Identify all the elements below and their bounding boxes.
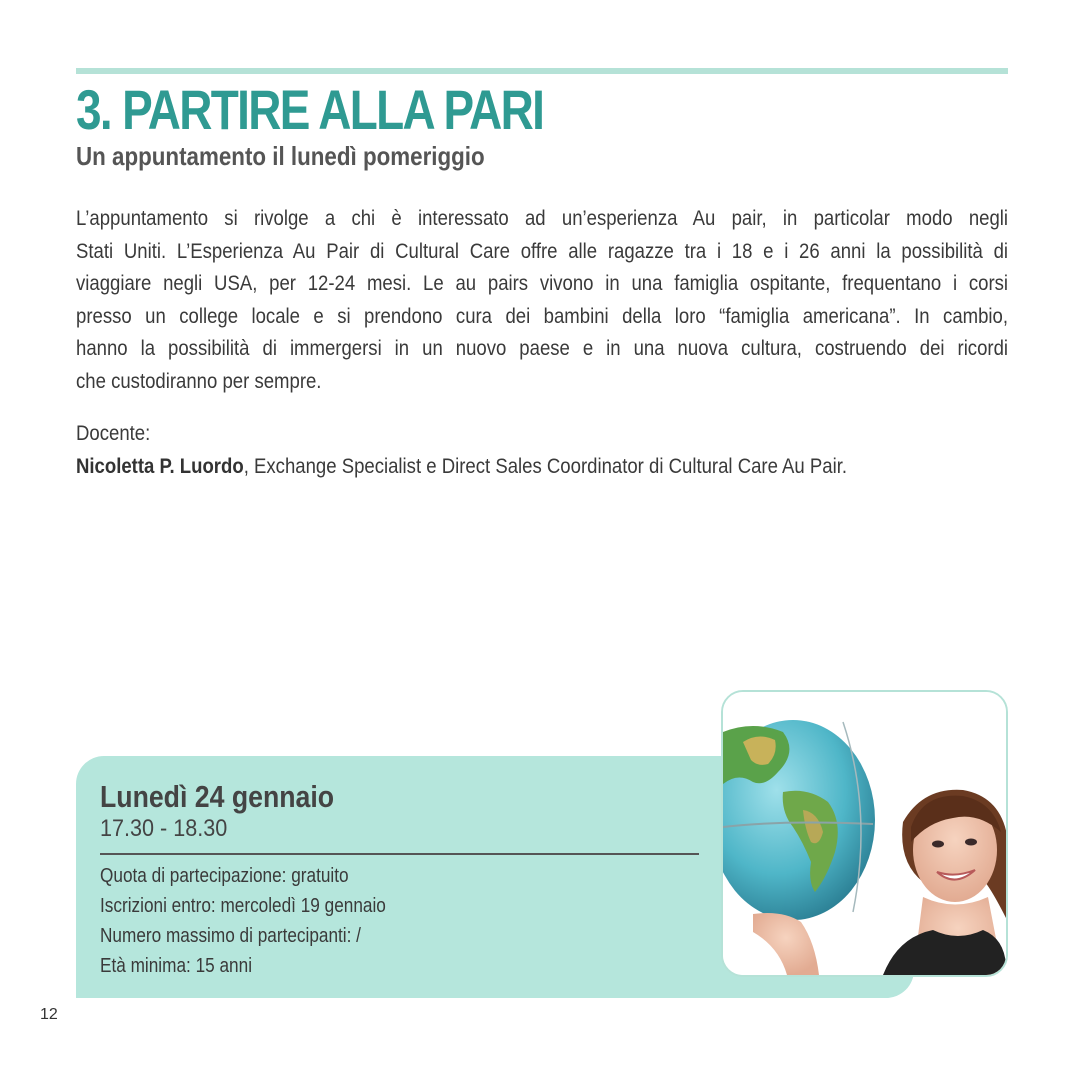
description-paragraph <box>76 202 1008 397</box>
description-line: Stati Uniti. L’Esperienza Au Pair di Cultural Care offre alle ragazze tra i 18 e i 26 anni la possibilità di <box>76 238 1009 263</box>
deadline-text: Iscrizioni entro: mercoledì 19 gennaio <box>100 895 386 917</box>
min-age-text: Età minima: 15 anni <box>100 955 253 977</box>
teacher-block <box>76 417 1025 482</box>
globe-girl-photo <box>721 690 1008 977</box>
teacher-label: Docente: <box>76 421 151 445</box>
event-time: 17.30 - 18.30 <box>100 815 228 842</box>
page-title: 3. PARTIRE ALLA PARI <box>76 78 544 141</box>
photo-illustration <box>723 692 1006 975</box>
top-divider <box>76 68 1008 74</box>
description-line: hanno la possibilità di immergersi in un nuovo paese e in una nuova cultura, costruendo dei ricordi <box>76 336 1009 360</box>
info-divider <box>100 853 699 855</box>
event-details <box>100 861 386 981</box>
event-date: Lunedì 24 gennaio <box>100 779 335 814</box>
page-number: 12 <box>40 1006 58 1023</box>
max-participants-text: Numero massimo di partecipanti: / <box>100 925 361 947</box>
page-subtitle: Un appuntamento il lunedì pomeriggio <box>76 141 485 171</box>
description-line: presso un college locale e si prendono cura dei bambini della loro “famiglia americana”. In cambio, <box>76 303 1009 328</box>
teacher-role: , Exchange Specialist e Direct Sales Coordinator di Cultural Care Au Pair. <box>243 453 848 478</box>
description-line: L’appuntamento si rivolge a chi è interessato ad un’esperienza Au pair, in particolar modo negli <box>76 206 1009 230</box>
teacher-name: Nicoletta P. Luordo <box>76 453 244 478</box>
description-line: che custodiranno per sempre. <box>76 368 322 393</box>
description-line: viaggiare negli USA, per 12-24 mesi. Le au pairs vivono in una famiglia ospitante, frequentano i corsi <box>76 271 1009 295</box>
fee-text: Quota di partecipazione: gratuito <box>100 865 349 887</box>
teacher-info <box>76 450 1025 483</box>
